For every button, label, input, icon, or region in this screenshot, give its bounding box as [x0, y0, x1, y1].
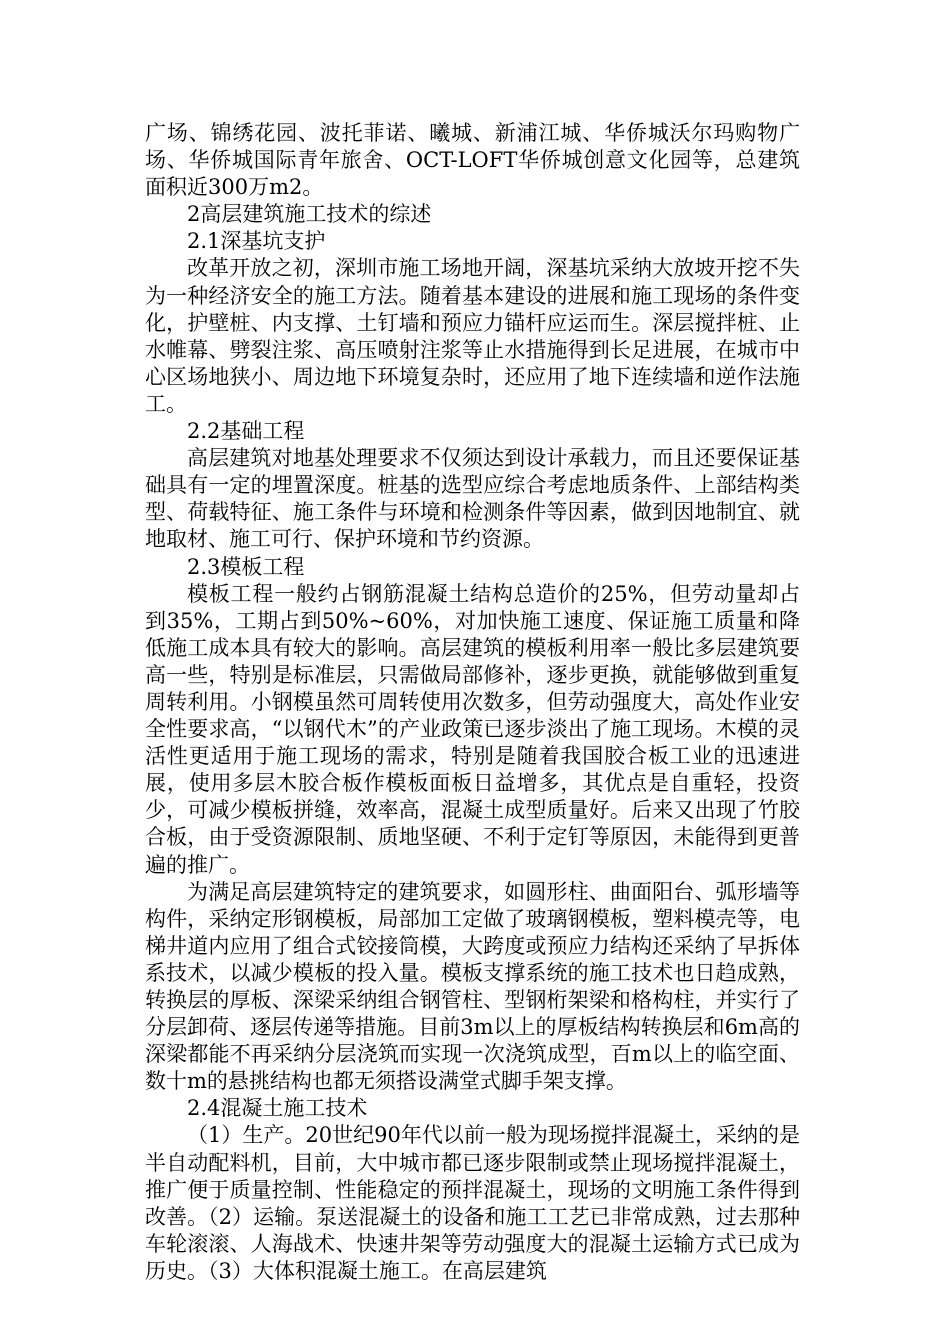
section-heading-2-2: 2.2基础工程 — [187, 419, 305, 444]
paragraph-intro: 广场、锦绣花园、波托菲诺、曦城、新浦江城、华侨城沃尔玛购物广场、华侨城国际青年旅舍、OCT-LOFT华侨城创意文化园等，总建筑面积近300万m2。 — [145, 121, 800, 200]
paragraph-formwork-2: 为满足高层建筑特定的建筑要求，如圆形柱、曲面阳台、弧形墙等构件，采纳定形钢模板，局部加工定做了玻璃钢模板，塑料模壳等，电梯井道内应用了组合式铰接筒模，大跨度或预应力结构还采纳了早拆体系技术，以减少模板的投入量。模板支撑系统的施工技术也日趋成熟，转换层的厚板、深梁采纳组合钢管柱、型钢桁架梁和格构柱，并实行了分层卸荷、逐层传递等措施。目前3m以上的厚板结构转换层和6m高的深梁都能不再采纳分层浇筑而实现一次浇筑成型，百m以上的临空面、数十m的悬挑结构也都无须搭设满堂式脚手架支撑。 — [145, 879, 800, 1094]
document-page — [145, 120, 800, 1285]
paragraph-formwork-1: 模板工程一般约占钢筋混凝土结构总造价的25%，但劳动量却占到35%，工期占到50%~60%，对加快施工速度、保证施工质量和降低施工成本具有较大的影响。高层建筑的模板利用率一般比多层建筑要高一些，特别是标准层，只需做局部修补，逐步更换，就能够做到重复周转利用。小钢模虽然可周转使用次数多，但劳动强度大，高处作业安全性要求高，“以钢代木”的产业政策已逐步淡出了施工现场。木模的灵活性更适用于施工现场的需求，特别是随着我国胶合板工业的迅速进展，使用多层木胶合板作模板面板日益增多，其优点是自重轻，投资少，可减少模板拼缝，效率高，混凝土成型质量好。后来又出现了竹胶合板，由于受资源限制、质地坚硬、不利于定钉等原因，未能得到更普遍的推广。 — [145, 581, 800, 877]
paragraph-deep-foundation: 改革开放之初，深圳市施工场地开阔，深基坑采纳大放坡开挖不失为一种经济安全的施工方法。随着基本建设的进展和施工现场的条件变化，护壁桩、内支撑、土钉墙和预应力锚杆应运而生。深层搅拌桩、止水帷幕、劈裂注浆、高压喷射注浆等止水措施得到长足进展，在城市中心区场地狭小、周边地下环境复杂时，还应用了地下连续墙和逆作法施工。 — [145, 256, 800, 416]
section-heading-2-3: 2.3模板工程 — [187, 554, 305, 579]
section-heading-2: 2高层建筑施工技术的综述 — [187, 202, 432, 227]
section-heading-2-4: 2.4混凝土施工技术 — [187, 1096, 368, 1121]
paragraph-foundation-works: 高层建筑对地基处理要求不仅须达到设计承载力，而且还要保证基础具有一定的埋置深度。桩基的选型应综合考虑地质条件、上部结构类型、荷载特征、施工条件与环境和检测条件等因素，做到因地制宜、就地取材、施工可行、保护环境和节约资源。 — [145, 446, 800, 552]
section-heading-2-1: 2.1深基坑支护 — [187, 229, 326, 254]
paragraph-concrete: （1）生产。20世纪90年代以前一般为现场搅拌混凝土，采纳的是半自动配料机，目前，大中城市都已逐步限制或禁止现场搅拌混凝土，推广便于质量控制、性能稳定的预拌混凝土，现场的文明施工条件得到改善。（2）运输。泵送混凝土的设备和施工工艺已非常成熟，过去那种车轮滚滚、人海战术、快速井架等劳动强度大的混凝土运输方式已成为历史。（3）大体积混凝土施工。在高层建筑 — [145, 1123, 800, 1283]
